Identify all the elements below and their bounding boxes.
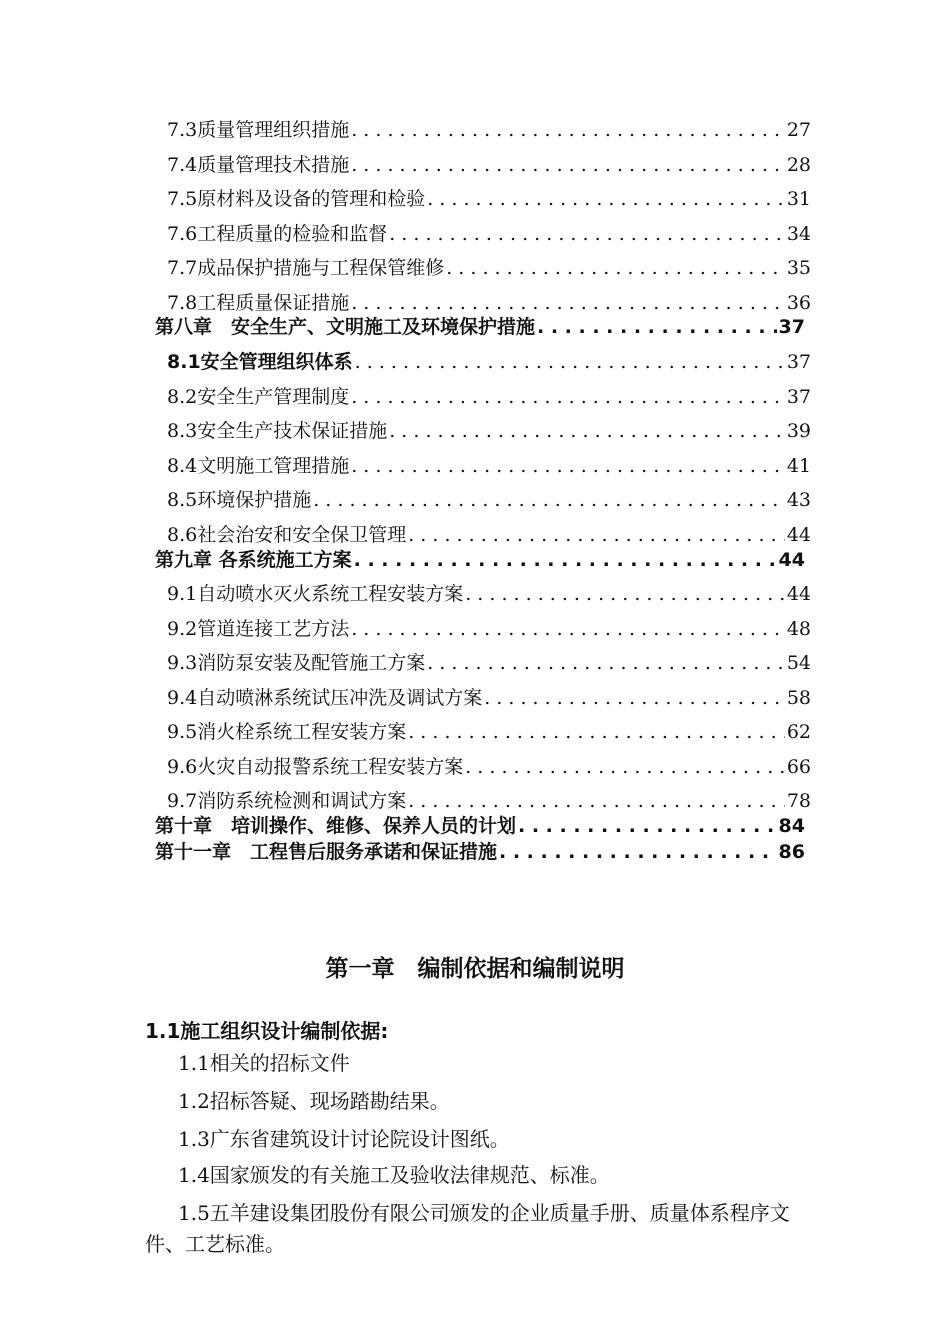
- toc-dot-leader: [463, 755, 785, 779]
- toc-dot-leader: [353, 350, 785, 374]
- toc-entry-title: 8.4文明施工管理措施: [167, 455, 350, 477]
- toc-dot-leader: [444, 256, 785, 280]
- toc-entry-title: 第九章 各系统施工方案: [155, 549, 352, 571]
- section-heading: 1.1施工组织设计编制依据:: [145, 1019, 389, 1043]
- toc-entry-title: 第十一章 工程售后服务承诺和保证措施: [155, 841, 498, 863]
- toc-entry-page: 62: [786, 721, 811, 743]
- toc-entry-page: 48: [786, 618, 811, 640]
- toc-entry-page: 66: [786, 756, 811, 778]
- toc-chapter-entry[interactable]: [155, 315, 805, 339]
- body-paragraph: [145, 1198, 807, 1260]
- paragraph-text: 1.1相关的招标文件: [178, 1051, 350, 1075]
- toc-entry-title: 9.5消火栓系统工程安装方案: [167, 721, 407, 743]
- toc-entry-page: 27: [786, 119, 811, 141]
- toc-entry-title: 7.4质量管理技术措施: [167, 154, 350, 176]
- toc-chapter-entry[interactable]: [155, 814, 805, 838]
- toc-entry[interactable]: [161, 187, 811, 211]
- toc-entry[interactable]: [161, 454, 811, 478]
- toc-dot-leader: [352, 548, 777, 572]
- toc-dot-leader: [425, 187, 785, 211]
- toc-entry-page: 39: [786, 420, 811, 442]
- toc-dot-leader: [349, 385, 785, 409]
- toc-entry-title: 8.5环境保护措施: [167, 489, 312, 511]
- toc-entry-title: 9.4自动喷淋系统试压冲洗及调试方案: [167, 687, 483, 709]
- toc-entry[interactable]: [161, 789, 811, 813]
- toc-entry-page: 41: [786, 455, 811, 477]
- toc-dot-leader: [463, 582, 785, 606]
- toc-entry-title: 7.7成品保护措施与工程保管维修: [167, 257, 445, 279]
- toc-entry-title: 9.1自动喷水灭火系统工程安装方案: [167, 583, 464, 605]
- toc-entry-page: 31: [786, 188, 811, 210]
- toc-entry-page: 37: [786, 386, 811, 408]
- paragraph-text: 1.3广东省建筑设计讨论院设计图纸。: [178, 1127, 510, 1151]
- toc-dot-leader: [535, 315, 777, 339]
- body-paragraph: [145, 1048, 807, 1079]
- toc-entry-title: 7.5原材料及设备的管理和检验: [167, 188, 426, 210]
- toc-dot-leader: [311, 488, 785, 512]
- toc-dot-leader: [349, 617, 785, 641]
- toc-entry-page: 58: [786, 687, 811, 709]
- paragraph-text: 1.4国家颁发的有关施工及验收法律规范、标准。: [178, 1163, 610, 1187]
- toc-entry-title: 7.6工程质量的检验和监督: [167, 223, 388, 245]
- toc-entry-page: 43: [786, 489, 811, 511]
- toc-entry[interactable]: [161, 291, 811, 315]
- toc-entry-page: 84: [778, 815, 805, 837]
- toc-entry[interactable]: [161, 686, 811, 710]
- chapter-heading: 第一章 编制依据和编制说明: [325, 956, 625, 982]
- toc-entry-title: 8.1安全管理组织体系: [167, 351, 353, 373]
- toc-dot-leader: [349, 291, 785, 315]
- body-paragraph: [145, 1160, 807, 1191]
- toc-entry-title: 7.8工程质量保证措施: [167, 292, 350, 314]
- toc-entry-title: 8.6社会治安和安全保卫管理: [167, 524, 407, 546]
- toc-entry[interactable]: [161, 582, 811, 606]
- paragraph-text: 1.2招标答疑、现场踏勘结果。: [178, 1089, 450, 1113]
- toc-dot-leader: [482, 686, 785, 710]
- toc-entry-title: 第十章 培训操作、维修、保养人员的计划: [155, 815, 517, 837]
- toc-entry[interactable]: [161, 720, 811, 744]
- toc-dot-leader: [349, 454, 785, 478]
- toc-entry-title: 第八章 安全生产、文明施工及环境保护措施: [155, 316, 536, 338]
- toc-chapter-entry[interactable]: [155, 548, 805, 572]
- toc-entry-page: 37: [778, 316, 805, 338]
- toc-entry[interactable]: [161, 222, 811, 246]
- toc-dot-leader: [349, 118, 785, 142]
- toc-entry[interactable]: [161, 118, 811, 142]
- toc-dot-leader: [497, 840, 777, 864]
- toc-entry-page: 37: [786, 351, 811, 373]
- toc-dot-leader: [387, 419, 785, 443]
- toc-dot-leader: [387, 222, 785, 246]
- toc-entry-page: 44: [786, 583, 811, 605]
- toc-dot-leader: [349, 153, 785, 177]
- toc-dot-leader: [406, 720, 785, 744]
- toc-entry-page: 54: [786, 652, 811, 674]
- toc-entry-title: 9.2管道连接工艺方法: [167, 618, 350, 640]
- toc-dot-leader: [516, 814, 777, 838]
- toc-entry[interactable]: [161, 755, 811, 779]
- toc-entry-page: 36: [786, 292, 811, 314]
- toc-entry[interactable]: [161, 350, 811, 374]
- toc-dot-leader: [425, 651, 785, 675]
- toc-entry[interactable]: [161, 617, 811, 641]
- toc-entry-title: 8.2安全生产管理制度: [167, 386, 350, 408]
- toc-entry[interactable]: [161, 419, 811, 443]
- toc-entry-page: 44: [778, 549, 805, 571]
- toc-entry-page: 28: [786, 154, 811, 176]
- toc-entry-title: 7.3质量管理组织措施: [167, 119, 350, 141]
- toc-entry-title: 8.3安全生产技术保证措施: [167, 420, 388, 442]
- toc-dot-leader: [406, 789, 785, 813]
- toc-entry[interactable]: [161, 256, 811, 280]
- body-paragraph: [145, 1124, 807, 1155]
- toc-entry[interactable]: [161, 153, 811, 177]
- toc-dot-leader: [406, 523, 785, 547]
- toc-entry[interactable]: [161, 488, 811, 512]
- toc-chapter-entry[interactable]: [155, 840, 805, 864]
- paragraph-text: 1.5五羊建设集团股份有限公司颁发的企业质量手册、质量体系程序文件、工艺标准。: [145, 1201, 790, 1256]
- toc-entry-page: 44: [786, 524, 811, 546]
- toc-entry-page: 34: [786, 223, 811, 245]
- toc-entry-title: 9.6火灾自动报警系统工程安装方案: [167, 756, 464, 778]
- toc-entry-page: 86: [778, 841, 805, 863]
- toc-entry-title: 9.7消防系统检测和调试方案: [167, 790, 407, 812]
- body-paragraph: [145, 1086, 807, 1117]
- toc-entry-page: 35: [786, 257, 811, 279]
- toc-entry[interactable]: [161, 523, 811, 547]
- toc-entry-page: 78: [786, 790, 811, 812]
- toc-entry[interactable]: [161, 385, 811, 409]
- toc-entry[interactable]: [161, 651, 811, 675]
- toc-entry-title: 9.3消防泵安装及配管施工方案: [167, 652, 426, 674]
